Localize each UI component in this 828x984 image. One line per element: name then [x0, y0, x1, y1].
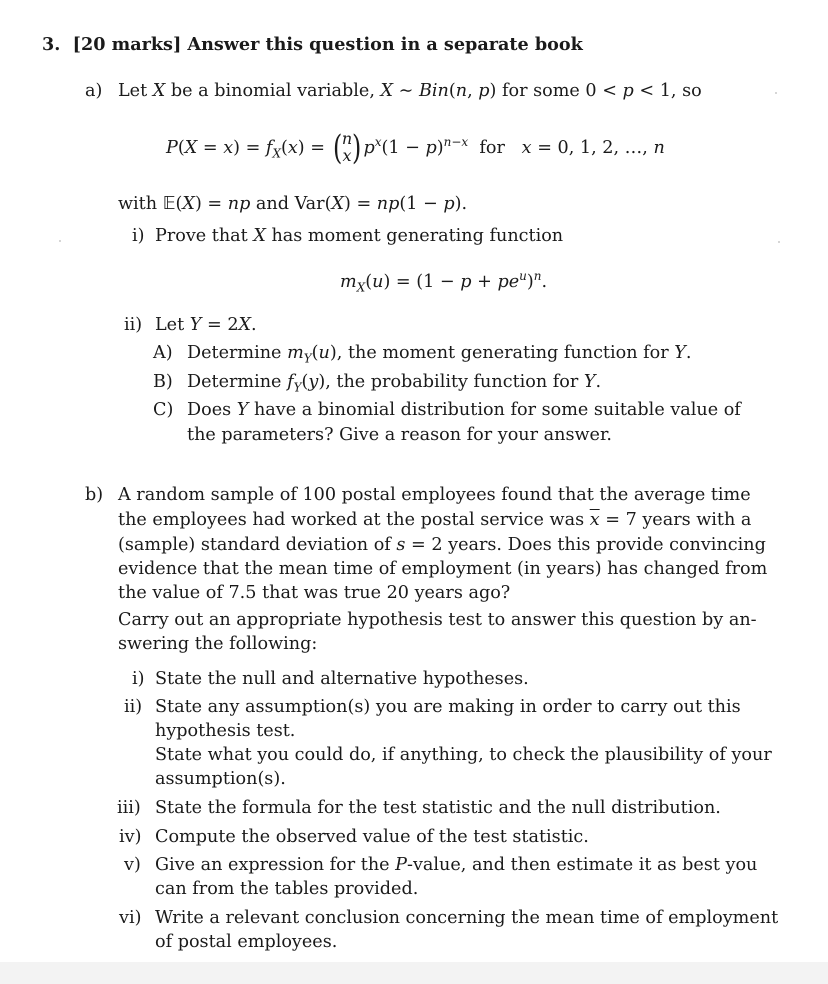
b-vi-line-1: Write a relevant conclusion concerning the mean time of employment — [155, 908, 779, 928]
a-ii-B-text: Determine $f_Y(y)$, the probability function for Y. — [187, 372, 602, 395]
b-ii-line-4: assumption(s). — [155, 769, 286, 789]
b-ii-line-3: State what you could do, if anything, to check the plausibility of your — [155, 745, 772, 765]
a-ii-B-label: B) — [153, 372, 173, 392]
scan-speck — [775, 92, 777, 94]
b-v-label: v) — [124, 855, 141, 875]
question-number: 3. — [42, 34, 61, 55]
b-i-label: i) — [132, 669, 145, 689]
part-b-carry-line-2: swering the following: — [118, 634, 318, 654]
a-ii-label: ii) — [124, 315, 143, 335]
b-iv-label: iv) — [119, 827, 142, 847]
question-title: Answer this question in a separate book — [187, 34, 583, 55]
b-i-line-1: State the null and alternative hypotheses. — [155, 669, 529, 689]
pmf-equation: $P(X = x) = f_X(x) = (n$ x) $p^x(1 - p)^{n-x}$ for x = 0, 1, 2, …, n — [166, 128, 665, 168]
b-vi-label: vi) — [119, 908, 142, 928]
part-b-label: b) — [85, 485, 104, 505]
a-ii-C-line1: Does Y have a binomial distribution for some suitable value of — [187, 400, 741, 420]
part-b-carry-line-1: Carry out an appropriate hypothesis test to answer this question by an- — [118, 610, 757, 630]
part-b-intro-line-3: (sample) standard deviation of s = 2 years. Does this provide convincing — [118, 535, 766, 555]
b-v-line-1: Give an expression for the P-value, and then estimate it as best you — [155, 855, 758, 875]
page-bottom-edge — [0, 962, 828, 984]
part-a-intro: Let X be a binomial variable, X ∼ Bin(n, p) for some 0 < p < 1, so — [118, 81, 702, 101]
question-marks: [20 marks] — [72, 34, 182, 55]
part-b-intro-line-5: the value of 7.5 that was true 20 years ago? — [118, 583, 511, 603]
moments-line: with 𝔼(X) = np and Var(X) = np(1 − p). — [118, 194, 468, 214]
b-iii-line-1: State the formula for the test statistic and the null distribution. — [155, 798, 721, 818]
part-a-label: a) — [85, 81, 103, 101]
part-b-intro-line-4: evidence that the mean time of employment (in years) has changed from — [118, 559, 768, 579]
a-i-text: Prove that X has moment generating function — [155, 226, 564, 246]
a-ii-text: Let Y = 2X. — [155, 315, 257, 335]
b-iv-line-1: Compute the observed value of the test statistic. — [155, 827, 589, 847]
mgf-equation: $m_X(u) = (1 - p + pe^u)^n$. — [340, 269, 548, 295]
b-ii-line-2: hypothesis test. — [155, 721, 296, 741]
a-i-label: i) — [132, 226, 145, 246]
part-b-intro-line-1: A random sample of 100 postal employees found that the average time — [118, 485, 751, 505]
scan-speck — [59, 240, 61, 242]
b-ii-label: ii) — [124, 697, 143, 717]
a-ii-C-label: C) — [153, 400, 174, 420]
a-ii-A-label: A) — [153, 343, 173, 363]
b-iii-label: iii) — [117, 798, 141, 818]
b-v-line-2: can from the tables provided. — [155, 879, 419, 899]
a-ii-C-line2: the parameters? Give a reason for your answer. — [187, 425, 613, 445]
b-ii-line-1: State any assumption(s) you are making in order to carry out this — [155, 697, 741, 717]
b-vi-line-2: of postal employees. — [155, 932, 338, 952]
scan-speck — [778, 241, 780, 243]
a-ii-A-text: Determine $m_Y(u)$, the moment generating function for Y. — [187, 343, 692, 366]
part-b-intro-line-2: the employees had worked at the postal service was $\overline{x} = 7$ years with a — [118, 510, 752, 530]
question-header — [42, 33, 583, 57]
